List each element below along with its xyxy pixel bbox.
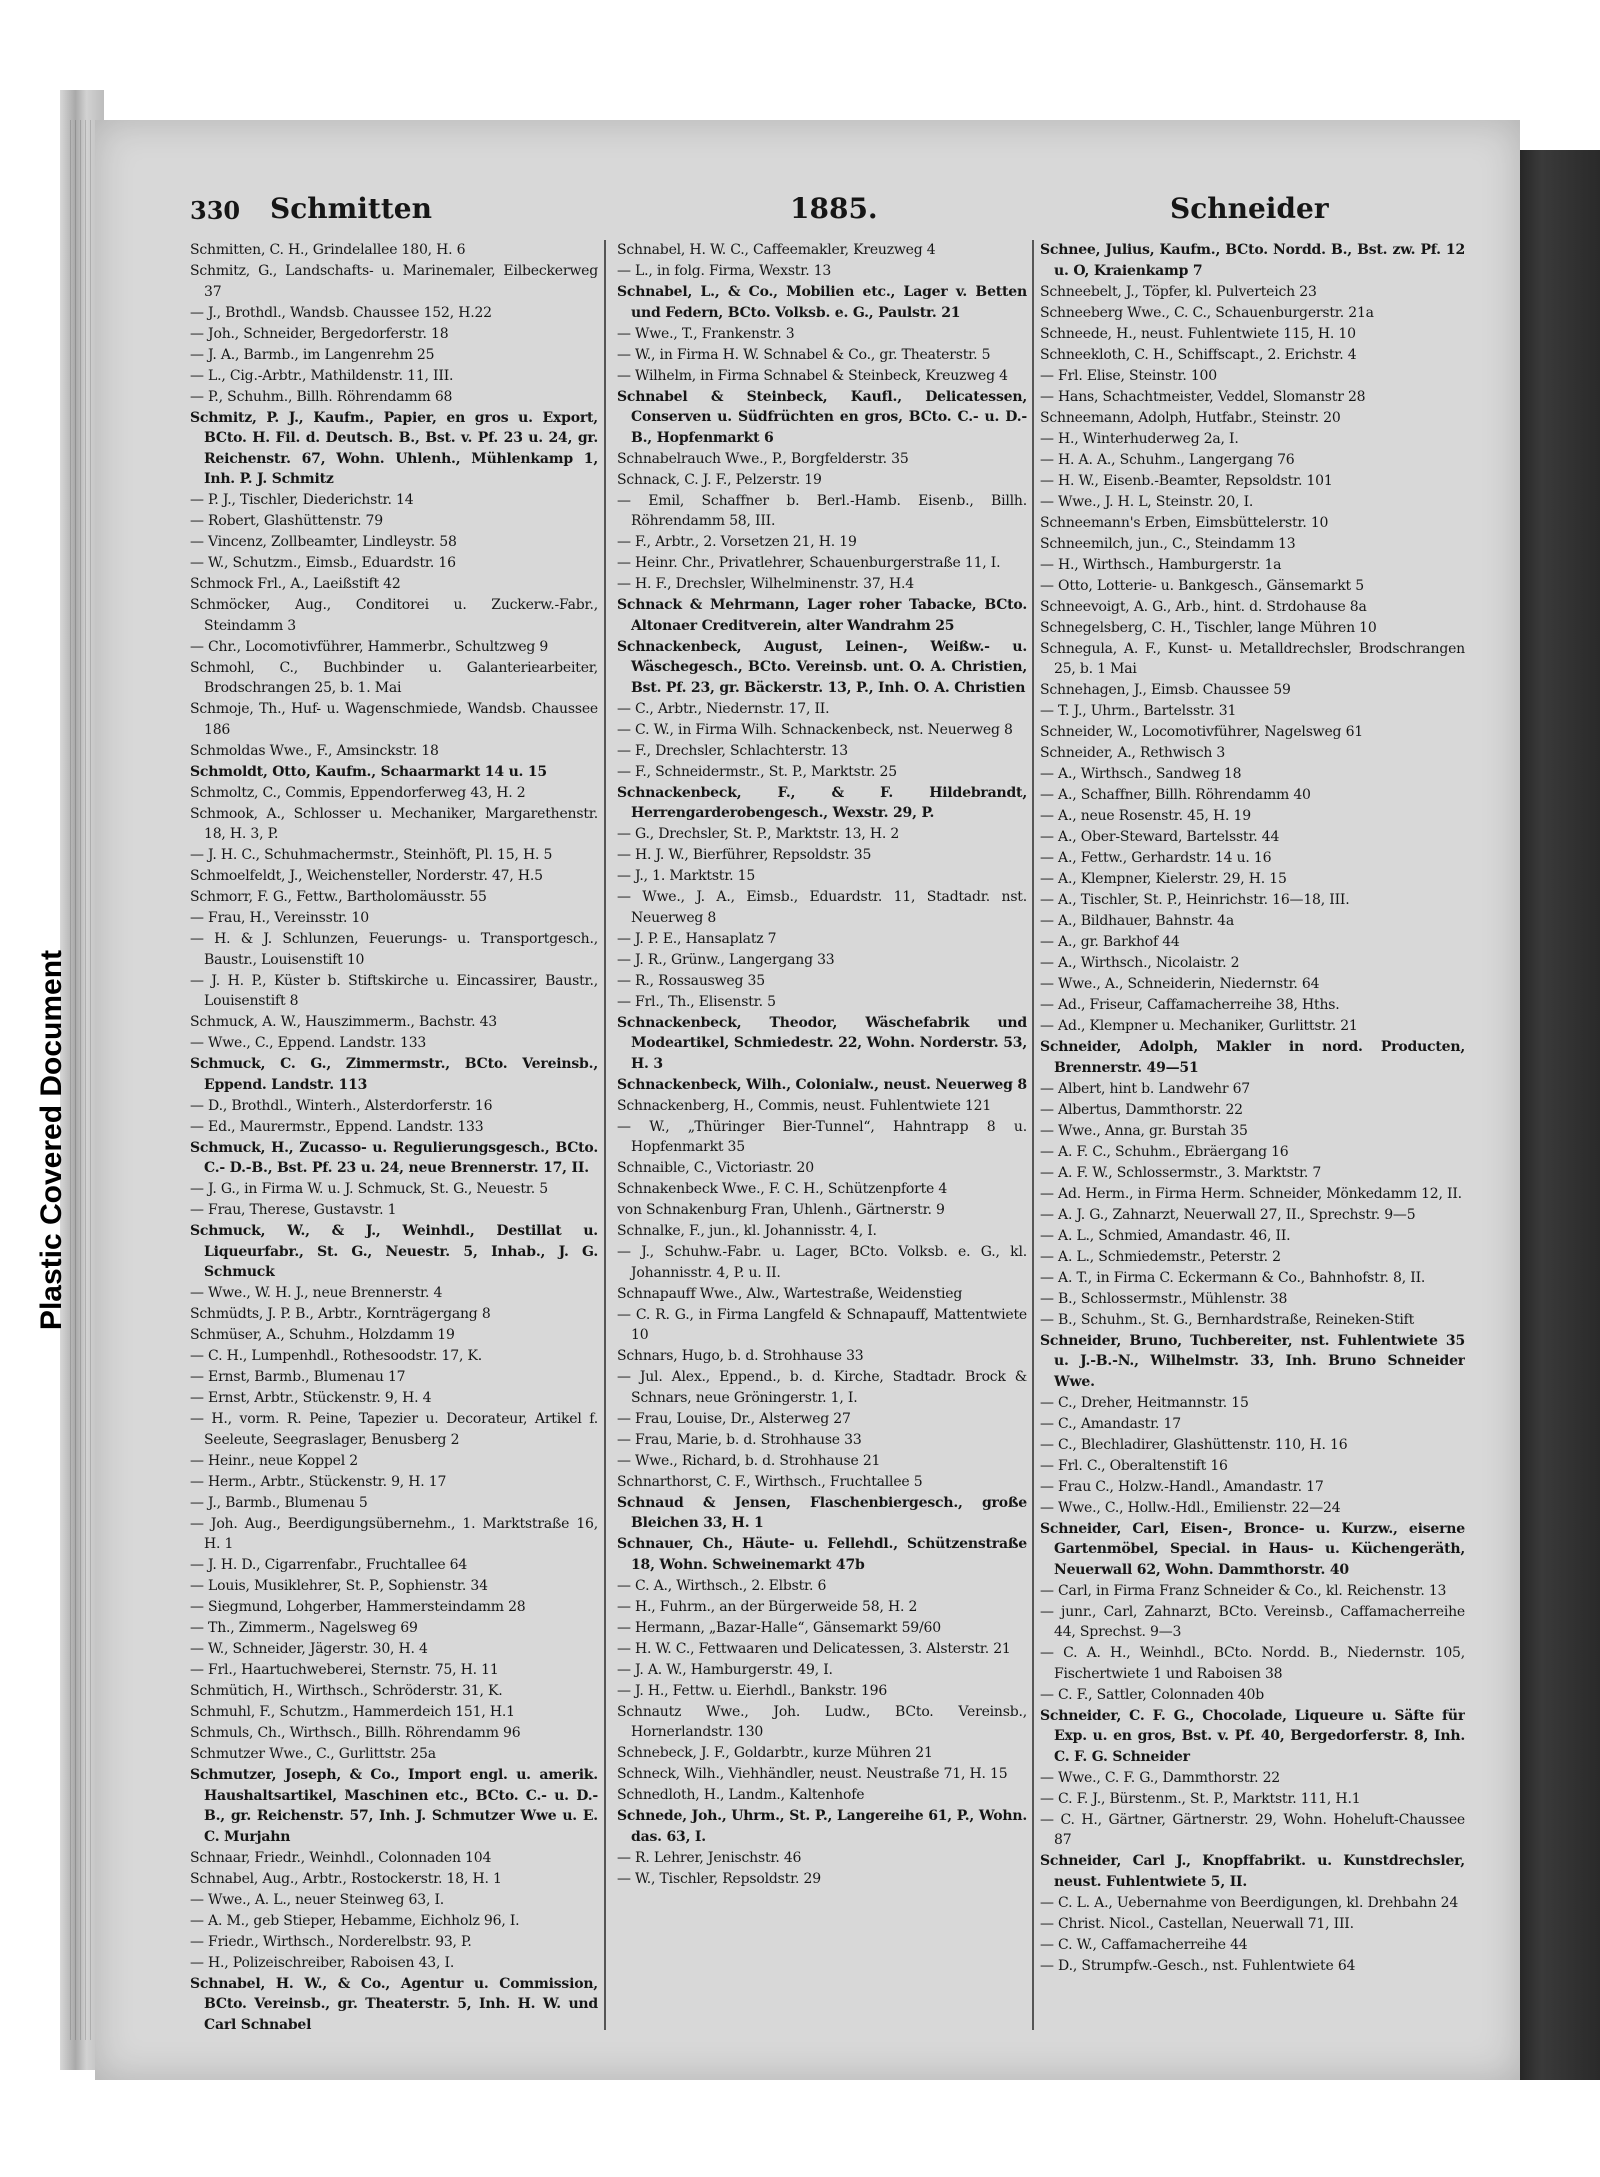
directory-entry: — Wwe., C. F. G., Dammthorstr. 22	[1040, 1769, 1281, 1786]
directory-entry: Schnautz Wwe., Joh. Ludw., BCto. Vereinsb., Hornerlandstr. 130	[617, 1703, 1027, 1740]
directory-entry: Schnalke, F., jun., kl. Johannisstr. 4, I.	[617, 1223, 877, 1239]
directory-entry: — B., Schlossermstr., Mühlenstr. 38	[1040, 1290, 1288, 1307]
directory-entry: — Hans, Schachtmeister, Veddel, Slomanstr 28	[1040, 388, 1366, 405]
directory-entry: — A., Klempner, Kielerstr. 29, H. 15	[1040, 871, 1287, 887]
directory-entry: Schmitten, C. H., Grindelallee 180, H. 6	[190, 242, 466, 258]
directory-entry: — F., Drechsler, Schlachterstr. 13	[617, 742, 849, 759]
directory-entry: Schnabel & Steinbeck, Kaufl., Delicatessen, Conserven u. Südfrüchten en gros, BCto. C.- u. D.-B., Hopfenmarkt 6	[617, 388, 1027, 446]
directory-entry: — Joh., Schneider, Bergedorferstr. 18	[190, 325, 449, 342]
directory-entry: — J. R., Grünw., Langergang 33	[617, 951, 835, 968]
directory-entry: Schnabel, H. W. C., Caffeemakler, Kreuzweg 4	[617, 242, 936, 258]
directory-entry: — C. W., Caffamacherreihe 44	[1040, 1936, 1248, 1953]
directory-entry: — Friedr., Wirthsch., Norderelbstr. 93, P.	[190, 1933, 472, 1950]
directory-entry: — A., Tischler, St. P., Heinrichstr. 16—18, III.	[1040, 892, 1350, 908]
directory-entry: — Chr., Locomotivführer, Hammerbr., Schultzweg 9	[190, 638, 549, 655]
directory-entry: — Wwe., A. L., neuer Steinweg 63, I.	[190, 1891, 445, 1908]
directory-entry: — Emil, Schaffner b. Berl.-Hamb. Eisenb., Billh. Röhrendamm 58, III.	[617, 492, 1027, 529]
directory-entry: Schnaar, Friedr., Weinhdl., Colonnaden 104	[190, 1849, 492, 1866]
directory-entry: — J. H. P., Küster b. Stiftskirche u. Eincassirer, Baustr., Louisenstift 8	[190, 972, 598, 1009]
directory-entry: Schneebelt, J., Töpfer, kl. Pulverteich 23	[1040, 283, 1317, 300]
directory-entry: — C., Dreher, Heitmannstr. 15	[1040, 1394, 1249, 1411]
directory-entry: Schmütich, H., Wirthsch., Schröderstr. 31, K.	[190, 1683, 503, 1699]
directory-entry: — Ed., Maurermstr., Eppend. Landstr. 133	[190, 1118, 484, 1135]
directory-entry: — A., Wirthsch., Nicolaistr. 2	[1040, 955, 1240, 971]
directory-entry: — Frau, Marie, b. d. Strohhause 33	[617, 1431, 862, 1448]
directory-entry: Schnackenbeck, Wilh., Colonialw., neust. Neuerweg 8	[617, 1076, 1027, 1093]
directory-entry: Schmuck, C. G., Zimmermstr., BCto. Vereinsb., Eppend. Landstr. 113	[190, 1056, 598, 1093]
directory-entry: Schnabelrauch Wwe., P., Borgfelderstr. 35	[617, 450, 909, 467]
directory-entry: Schmorr, F. G., Fettw., Bartholomäusstr. 55	[190, 889, 487, 905]
directory-entry: — H., Fuhrm., an der Bürgerweide 58, H. 2	[617, 1598, 918, 1615]
directory-entry: — A. F. C., Schuhm., Ebräergang 16	[1040, 1143, 1289, 1160]
directory-entry: Schmüser, A., Schuhm., Holzdamm 19	[190, 1327, 455, 1343]
directory-entry: — Ernst, Arbtr., Stückenstr. 9, H. 4	[190, 1390, 432, 1406]
directory-entry: — D., Strumpfw.-Gesch., nst. Fuhlentwiete 64	[1040, 1957, 1356, 1974]
directory-entry: Schnabel, L., & Co., Mobilien etc., Lager v. Betten und Federn, BCto. Volksb. e. G., Paulstr. 21	[617, 284, 1027, 321]
directory-entry: — A. L., Schmied, Amandastr. 46, II.	[1040, 1227, 1291, 1244]
directory-entry: — J. H. D., Cigarrenfabr., Fruchtallee 64	[190, 1557, 468, 1573]
directory-entry: — A. T., in Firma C. Eckermann & Co., Bahnhofstr. 8, II.	[1040, 1269, 1426, 1286]
directory-entry: Schneekloth, C. H., Schiffscapt., 2. Erichstr. 4	[1040, 346, 1357, 363]
directory-entry: Schmoelfeldt, J., Weichensteller, Norderstr. 47, H.5	[190, 868, 543, 884]
directory-entry: — Louis, Musiklehrer, St. P., Sophienstr. 34	[190, 1578, 488, 1594]
directory-entry: — Wwe., J. H. L, Steinstr. 20, I.	[1040, 493, 1254, 510]
directory-entry: — L., in folg. Firma, Wexstr. 13	[617, 263, 832, 279]
directory-entry: — A. L., Schmiedemstr., Peterstr. 2	[1040, 1248, 1281, 1265]
directory-entry: Schmohl, C., Buchbinder u. Galanteriearbeiter, Brodschrangen 25, b. 1. Mai	[190, 659, 598, 696]
directory-entry: — P. J., Tischler, Diederichstr. 14	[190, 492, 414, 508]
directory-entry: — D., Brothdl., Winterh., Alsterdorferstr. 16	[190, 1097, 493, 1114]
directory-entry: — J. H. C., Schuhmachermstr., Steinhöft, Pl. 15, H. 5	[190, 847, 553, 863]
directory-entry: — Jul. Alex., Eppend., b. d. Kirche, Stadtadr. Brock & Schnars, neue Gröningerstr. 1, I.	[617, 1369, 1027, 1406]
directory-entry: — Ad., Friseur, Caffamacherreihe 38, Hths.	[1040, 997, 1340, 1013]
directory-entry: Schneemann, Adolph, Hutfabr., Steinstr. 20	[1040, 409, 1341, 426]
directory-entry: — H., Wirthsch., Hamburgerstr. 1a	[1040, 556, 1282, 573]
directory-entry: — C. A., Wirthsch., 2. Elbstr. 6	[617, 1577, 827, 1594]
directory-entry: — R. Lehrer, Jenischstr. 46	[617, 1849, 802, 1866]
directory-entry: von Schnakenburg Fran, Uhlenh., Gärtnerstr. 9	[617, 1202, 945, 1218]
directory-entry: Schneider, Carl J., Knopffabrikt. u. Kunstdrechsler, neust. Fuhlentwiete 5, II.	[1040, 1853, 1465, 1890]
directory-entry: — C., Arbtr., Niedernstr. 17, II.	[617, 700, 830, 717]
directory-entry: — J. P. E., Hansaplatz 7	[617, 930, 777, 947]
directory-entry: — Joh. Aug., Beerdigungsübernehm., 1. Marktstraße 16, H. 1	[190, 1515, 598, 1552]
directory-entry: — T. J., Uhrm., Bartelsstr. 31	[1040, 703, 1237, 719]
facing-page-shadow	[1510, 150, 1600, 2080]
directory-entry: — C. A. H., Weinhdl., BCto. Nordd. B., Niedernstr. 105, Fischertwiete 1 und Raboisen 38	[1040, 1645, 1465, 1682]
directory-entry: Schnack & Mehrmann, Lager roher Tabacke, BCto. Altonaer Creditverein, alter Wandrahm 25	[617, 597, 1027, 634]
directory-entry: — A. F. W., Schlossermstr., 3. Marktstr. 7	[1040, 1164, 1322, 1181]
directory-entry: Schnegelsberg, C. H., Tischler, lange Mühren 10	[1040, 619, 1377, 636]
directory-entry: — C., Blechladirer, Glashüttenstr. 110, H. 16	[1040, 1436, 1348, 1453]
column-middle	[617, 240, 1027, 2040]
directory-entry: — Herm., Arbtr., Stückenstr. 9, H. 17	[190, 1473, 447, 1490]
directory-entry: Schmitz, P. J., Kaufm., Papier, en gros u. Export, BCto. H. Fil. d. Deutsch. B., Bst. v. Pf. 23 u. 24, gr. Reichenstr. 67, Wohn. Uhlenh., Mühlenkamp 1, Inh. P. J. Schmitz	[190, 409, 598, 487]
directory-entry: Schmock Frl., A., Laeißstift 42	[190, 576, 401, 592]
column-divider-right	[1032, 240, 1034, 2030]
directory-entry: Schnackenbeck, Theodor, Wäschefabrik und Modeartikel, Schmiedestr. 22, Wohn. Norderstr. 53, H. 3	[617, 1014, 1027, 1072]
directory-entry: Schnars, Hugo, b. d. Strohhause 33	[617, 1348, 864, 1364]
directory-entry: Schnebeck, J. F., Goldarbtr., kurze Mühren 21	[617, 1745, 933, 1761]
directory-entry: — Frau, Therese, Gustavstr. 1	[190, 1202, 397, 1218]
directory-entry: Schneede, H., neust. Fuhlentwiete 115, H. 10	[1040, 325, 1356, 342]
directory-entry: — Frau C., Holzw.-Handl., Amandastr. 17	[1040, 1478, 1324, 1495]
directory-entry: — C. L. A., Uebernahme von Beerdigungen, kl. Drehbahn 24	[1040, 1894, 1459, 1911]
directory-entry: Schneeberg Wwe., C. C., Schauenburgerstr. 21a	[1040, 304, 1374, 321]
directory-entry: — A., neue Rosenstr. 45, H. 19	[1040, 808, 1251, 824]
directory-entry: — J., Schuhw.-Fabr. u. Lager, BCto. Volksb. e. G., kl. Johannisstr. 4, P. u. II.	[617, 1244, 1027, 1281]
directory-entry: Schnede, Joh., Uhrm., St. P., Langereihe 61, P., Wohn. das. 63, I.	[617, 1808, 1027, 1845]
directory-entry: Schmuck, H., Zucasso- u. Regulierungsgesch., BCto. C.- D.-B., Bst. Pf. 23 u. 24, neue Brennerstr. 17, II.	[190, 1139, 598, 1176]
directory-entry: — Frau, Louise, Dr., Alsterweg 27	[617, 1410, 851, 1427]
directory-entry: — C., Amandastr. 17	[1040, 1415, 1181, 1432]
directory-entry: — W., Tischler, Repsoldstr. 29	[617, 1870, 821, 1887]
directory-entry: Schneider, Carl, Eisen-, Bronce- u. Kurzw., eiserne Gartenmöbel, Special. in Haus- u. Küchengeräth, Neuerwall 62, Wohn. Dammthorstr. 40	[1040, 1520, 1465, 1578]
directory-entry: — G., Drechsler, St. P., Marktstr. 13, H. 2	[617, 826, 900, 842]
directory-entry: Schneck, Wilh., Viehhändler, neust. Neustraße 71, H. 15	[617, 1766, 1008, 1782]
directory-entry: Schmöcker, Aug., Conditorei u. Zuckerw.-Fabr., Steindamm 3	[190, 597, 598, 634]
directory-entry: Schnegula, A. F., Kunst- u. Metalldrechsler, Brodschrangen 25, b. 1 Mai	[1040, 640, 1465, 677]
directory-entry: Schnedloth, H., Landm., Kaltenhofe	[617, 1787, 865, 1803]
header-left-keyword: Schmitten	[270, 192, 432, 225]
directory-entry: — J., Barmb., Blumenau 5	[190, 1494, 368, 1511]
directory-entry: Schneider, Adolph, Makler in nord. Producten, Brennerstr. 49—51	[1040, 1039, 1465, 1076]
directory-entry: Schmüdts, J. P. B., Arbtr., Kornträgergang 8	[190, 1306, 491, 1322]
directory-entry: — B., Schuhm., St. G., Bernhardstraße, Reineken-Stift	[1040, 1311, 1415, 1328]
directory-entry: — C. R. G., in Firma Langfeld & Schnapauff, Mattentwiete 10	[617, 1306, 1027, 1343]
directory-entry: — Wwe., J. A., Eimsb., Eduardstr. 11, Stadtadr. nst. Neuerweg 8	[617, 889, 1027, 926]
directory-entry: — J., Brothdl., Wandsb. Chaussee 152, H.22	[190, 304, 492, 321]
directory-entry: — A., Wirthsch., Sandweg 18	[1040, 766, 1242, 782]
directory-entry: — Vincenz, Zollbeamter, Lindleystr. 58	[190, 534, 457, 550]
directory-entry: — J., 1. Marktstr. 15	[617, 868, 756, 884]
directory-entry: — Carl, in Firma Franz Schneider & Co., kl. Reichenstr. 13	[1040, 1582, 1447, 1599]
directory-entry: — H. F., Drechsler, Wilhelminenstr. 37, H.4	[617, 576, 915, 592]
directory-entry: — J. H., Fettw. u. Eierhdl., Bankstr. 196	[617, 1682, 888, 1699]
directory-entry: — H. A. A., Schuhm., Langergang 76	[1040, 451, 1295, 468]
directory-entry: — H. W. C., Fettwaaren und Delicatessen, 3. Alsterstr. 21	[617, 1640, 1011, 1657]
directory-entry: — C. H., Gärtner, Gärtnerstr. 29, Wohn. Hoheluft-Chaussee 87	[1040, 1811, 1465, 1848]
header-right-keyword: Schneider	[1170, 192, 1329, 225]
directory-entry: — W., Schutzm., Eimsb., Eduardstr. 16	[190, 555, 456, 571]
side-label: Plastic Covered Document	[35, 949, 68, 1331]
directory-entry: Schnee, Julius, Kaufm., BCto. Nordd. B., Bst. zw. Pf. 12 u. O, Kraienkamp 7	[1040, 242, 1465, 279]
directory-entry: — Wwe., C., Hollw.-Hdl., Emilienstr. 22—24	[1040, 1499, 1341, 1516]
directory-entry: — A. J. G., Zahnarzt, Neuerwall 27, II., Sprechstr. 9—5	[1040, 1206, 1416, 1223]
column-left	[190, 240, 598, 2040]
directory-entry: — C. H., Lumpenhdl., Rothesoodstr. 17, K.	[190, 1348, 482, 1364]
directory-entry: — Albertus, Dammthorstr. 22	[1040, 1101, 1243, 1118]
directory-entry: — Christ. Nicol., Castellan, Neuerwall 71, III.	[1040, 1915, 1354, 1932]
directory-entry: — A. M., geb Stieper, Hebamme, Eichholz 96, I.	[190, 1912, 520, 1929]
directory-entry: — Wwe., T., Frankenstr. 3	[617, 325, 795, 342]
directory-entry: — A., Ober-Steward, Bartelsstr. 44	[1040, 829, 1280, 845]
directory-entry: Schneemilch, jun., C., Steindamm 13	[1040, 535, 1296, 552]
header-year: 1885.	[790, 192, 878, 225]
directory-entry: Schneevoigt, A. G., Arb., hint. d. Strdohause 8a	[1040, 598, 1367, 615]
directory-entry: Schnaud & Jensen, Flaschenbiergesch., große Bleichen 33, H. 1	[617, 1494, 1027, 1531]
directory-entry: — Ad. Herm., in Firma Herm. Schneider, Mönkedamm 12, II.	[1040, 1185, 1462, 1202]
directory-entry: — Frl., Th., Elisenstr. 5	[617, 993, 776, 1010]
directory-entry: Schneemann's Erben, Eimsbüttelerstr. 10	[1040, 514, 1329, 531]
directory-entry: — J. A., Barmb., im Langenrehm 25	[190, 346, 435, 363]
directory-entry: — W., in Firma H. W. Schnabel & Co., gr. Theaterstr. 5	[617, 346, 991, 363]
directory-entry: Schnack, C. J. F., Pelzerstr. 19	[617, 471, 822, 488]
directory-entry: Schnehagen, J., Eimsb. Chaussee 59	[1040, 682, 1291, 698]
directory-entry: — W., „Thüringer Bier-Tunnel“, Hahntrapp 8 u. Hopfenmarkt 35	[617, 1118, 1027, 1155]
directory-entry: — Heinr. Chr., Privatlehrer, Schauenburgerstraße 11, I.	[617, 555, 1001, 571]
directory-entry: — Robert, Glashüttenstr. 79	[190, 513, 383, 529]
directory-entry: — L., Cig.-Arbtr., Mathildenstr. 11, III.	[190, 367, 454, 384]
directory-entry: — A., Bildhauer, Bahnstr. 4a	[1040, 913, 1235, 929]
directory-entry: Schmuhl, F., Schutzm., Hammerdeich 151, H.1	[190, 1704, 515, 1720]
directory-entry: — Wwe., Richard, b. d. Strohhause 21	[617, 1452, 881, 1469]
directory-entry: Schneider, C. F. G., Chocolade, Liqueure u. Säfte für Exp. u. en gros, Bst. v. Pf. 40, Bergedorferstr. 8, Inh. C. F. G. Schneider	[1040, 1707, 1465, 1765]
directory-entry: Schnackenbeck, F., & F. Hildebrandt, Herrengarderobengesch., Wexstr. 29, P.	[617, 784, 1027, 821]
directory-entry: — C. F., Sattler, Colonnaden 40b	[1040, 1686, 1264, 1703]
directory-entry: Schmuck, A. W., Hauszimmerm., Bachstr. 43	[190, 1014, 498, 1030]
directory-entry: — Wwe., W. H. J., neue Brennerstr. 4	[190, 1285, 443, 1301]
directory-entry: Schmitz, G., Landschafts- u. Marinemaler, Eilbeckerweg 37	[190, 263, 598, 300]
directory-entry: — C. W., in Firma Wilh. Schnackenbeck, nst. Neuerweg 8	[617, 721, 1013, 738]
directory-entry: — Wwe., Anna, gr. Burstah 35	[1040, 1122, 1248, 1139]
directory-entry: Schnaible, C., Victoriastr. 20	[617, 1160, 814, 1176]
directory-entry: — Frl. Elise, Steinstr. 100	[1040, 367, 1217, 384]
directory-entry: Schnakenbeck Wwe., F. C. H., Schützenpforte 4	[617, 1181, 948, 1197]
directory-entry: Schnackenbeck, August, Leinen-, Weißw.- u. Wäschegesch., BCto. Vereinsb. unt. O. A. Christien, Bst. Pf. 23, gr. Bäckerstr. 13, P., Inh. O. A. Christien	[617, 638, 1027, 696]
directory-entry: — J. A. W., Hamburgerstr. 49, I.	[617, 1661, 833, 1678]
directory-entry: — Frl. C., Oberaltenstift 16	[1040, 1457, 1228, 1474]
directory-entry: — C. F. J., Bürstenm., St. P., Marktstr. 111, H.1	[1040, 1790, 1361, 1807]
directory-entry: Schmoje, Th., Huf- u. Wagenschmiede, Wandsb. Chaussee 186	[190, 701, 598, 738]
directory-entry: — Frau, H., Vereinsstr. 10	[190, 910, 369, 926]
directory-entry: — Siegmund, Lohgerber, Hammersteindamm 28	[190, 1599, 526, 1615]
directory-entry: Schnabel, Aug., Arbtr., Rostockerstr. 18, H. 1	[190, 1870, 502, 1887]
column-divider-left	[604, 240, 606, 2030]
directory-entry: — J. G., in Firma W. u. J. Schmuck, St. G., Neuestr. 5	[190, 1181, 548, 1197]
directory-entry: Schmook, A., Schlosser u. Mechaniker, Margarethenstr. 18, H. 3, P.	[190, 805, 598, 842]
directory-entry: — A., Fettw., Gerhardstr. 14 u. 16	[1040, 850, 1272, 866]
page-edges	[70, 120, 98, 2040]
column-right	[1040, 240, 1465, 2040]
page-header	[190, 192, 1500, 236]
directory-entry: — Wwe., A., Schneiderin, Niedernstr. 64	[1040, 976, 1320, 992]
directory-entry: — A., gr. Barkhof 44	[1040, 934, 1180, 950]
directory-entry: Schmuck, W., & J., Weinhdl., Destillat u. Liqueurfabr., St. G., Neuestr. 5, Inhab., J. G. Schmuck	[190, 1223, 598, 1280]
directory-entry: Schnabel, H. W., & Co., Agentur u. Commission, BCto. Vereinsb., gr. Theaterstr. 5, Inh. H. W. und Carl Schnabel	[190, 1975, 598, 2033]
directory-entry: — R., Rossausweg 35	[617, 972, 765, 989]
directory-entry: Schmutzer Wwe., C., Gurlittstr. 25a	[190, 1746, 436, 1762]
directory-entry: Schmuls, Ch., Wirthsch., Billh. Röhrendamm 96	[190, 1725, 521, 1741]
directory-entry: — H. & J. Schlunzen, Feuerungs- u. Transportgesch., Baustr., Louisenstift 10	[190, 931, 598, 968]
directory-entry: — Ernst, Barmb., Blumenau 17	[190, 1369, 406, 1385]
directory-entry: — F., Arbtr., 2. Vorsetzen 21, H. 19	[617, 534, 857, 550]
directory-entry: Schneider, A., Rethwisch 3	[1040, 745, 1226, 761]
directory-entry: — Wilhelm, in Firma Schnabel & Steinbeck, Kreuzweg 4	[617, 367, 1008, 384]
directory-entry: — H., Winterhuderweg 2a, I.	[1040, 430, 1239, 447]
directory-entry: Schnarthorst, C. F., Wirthsch., Fruchtallee 5	[617, 1473, 923, 1490]
directory-entry: Schneider, Bruno, Tuchbereiter, nst. Fuhlentwiete 35 u. J.-B.-N., Wilhelmstr. 33, Inh. Bruno Schneider Wwe.	[1040, 1332, 1465, 1390]
directory-entry: — A., Schaffner, Billh. Röhrendamm 40	[1040, 787, 1311, 803]
directory-entry: — Albert, hint b. Landwehr 67	[1040, 1080, 1251, 1097]
directory-entry: — Ad., Klempner u. Mechaniker, Gurlittstr. 21	[1040, 1018, 1358, 1034]
directory-entry: — Otto, Lotterie- u. Bankgesch., Gänsemarkt 5	[1040, 577, 1364, 594]
directory-entry: — F., Schneidermstr., St. P., Marktstr. 25	[617, 763, 897, 780]
directory-entry: Schmoldas Wwe., F., Amsinckstr. 18	[190, 742, 439, 759]
directory-entry: — Frl., Haartuchweberei, Sternstr. 75, H. 11	[190, 1662, 499, 1678]
directory-entry: Schmutzer, Joseph, & Co., Import engl. u. amerik. Haushaltsartikel, Maschinen etc., BCto. C.- u. D.-B., gr. Reichenstr. 57, Inh. J. Schmutzer Wwe u. E. C. Murjahn	[190, 1767, 598, 1845]
directory-entry: Schnauer, Ch., Häute- u. Fellehdl., Schützenstraße 18, Wohn. Schweinemarkt 47b	[617, 1536, 1027, 1573]
directory-entry: — H. W., Eisenb.-Beamter, Repsoldstr. 101	[1040, 472, 1333, 489]
directory-entry: — H., vorm. R. Peine, Tapezier u. Decorateur, Artikel f. Seeleute, Seegraslager, Benusberg 2	[190, 1411, 598, 1448]
directory-entry: Schmoltz, C., Commis, Eppendorferweg 43, H. 2	[190, 784, 526, 801]
directory-entry: — H., Polizeischreiber, Raboisen 43, I.	[190, 1954, 455, 1971]
directory-entry: — junr., Carl, Zahnarzt, BCto. Vereinsb., Caffamacherreihe 44, Sprechst. 9—3	[1040, 1603, 1465, 1640]
directory-entry: — H. J. W., Bierführer, Repsoldstr. 35	[617, 847, 872, 863]
directory-entry: Schnapauff Wwe., Alw., Wartestraße, Weidenstieg	[617, 1285, 963, 1302]
directory-entry: Schneider, W., Locomotivführer, Nagelsweg 61	[1040, 724, 1363, 740]
directory-entry: Schnackenberg, H., Commis, neust. Fuhlentwiete 121	[617, 1097, 992, 1114]
directory-entry: — Hermann, „Bazar-Halle“, Gänsemarkt 59/60	[617, 1619, 941, 1636]
page-number: 330	[190, 196, 241, 225]
directory-entry: — P., Schuhm., Billh. Röhrendamm 68	[190, 388, 453, 405]
directory-entry: Schmoldt, Otto, Kaufm., Schaarmarkt 14 u. 15	[190, 763, 547, 780]
directory-entry: — Heinr., neue Koppel 2	[190, 1452, 358, 1469]
directory-entry: — Th., Zimmerm., Nagelsweg 69	[190, 1620, 418, 1636]
directory-entry: — Wwe., C., Eppend. Landstr. 133	[190, 1035, 427, 1051]
directory-entry: — W., Schneider, Jägerstr. 30, H. 4	[190, 1641, 428, 1657]
